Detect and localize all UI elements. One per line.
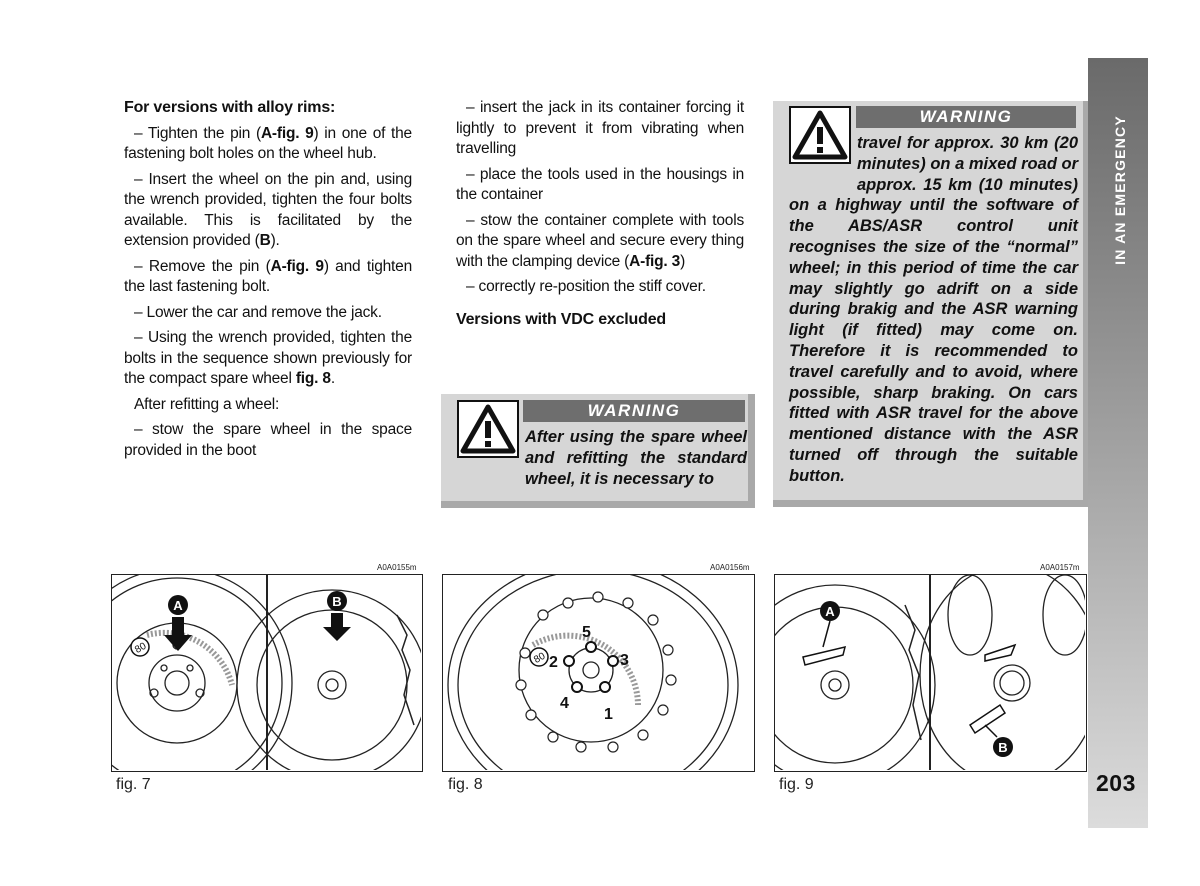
paragraph: [124, 170, 412, 252]
figure-code: A0A0155m: [377, 563, 417, 572]
text: – stow the container complete with tools on the spare wheel and secure every thing with the clamping device (: [456, 211, 744, 270]
figure-caption: fig. 7: [116, 776, 151, 793]
figure-code: A0A0156m: [710, 563, 750, 572]
wheel-illustration: [112, 575, 421, 770]
speed-label: 80: [532, 650, 548, 666]
extension-b-icon: [970, 705, 1005, 733]
section-heading-vdc: Versions with VDC excluded: [456, 310, 666, 328]
wheel-hub-illustration: [775, 575, 1085, 770]
paragraph: After refitting a wheel:: [134, 395, 280, 413]
warning-text: [789, 133, 1078, 487]
paragraph: [456, 211, 744, 273]
figure-reference: A-fig. 3: [629, 252, 681, 270]
figure-reference: A-fig. 9: [270, 257, 324, 275]
paragraph: [124, 257, 412, 298]
paragraph: – insert the jack in its container forcing it lightly to prevent it from vibrating when travelling: [456, 99, 744, 157]
warning-text: [457, 427, 747, 489]
bolt-label: 2: [549, 654, 558, 671]
figure-reference: A-fig. 9: [260, 124, 314, 142]
paragraph: – correctly re-position the stiff cover.: [466, 278, 706, 295]
text: .: [330, 370, 335, 387]
figure-reference: B: [259, 232, 271, 249]
warning-box-vdc: [441, 394, 755, 508]
chapter-title: [1105, 100, 1135, 280]
figure-caption: fig. 9: [779, 776, 814, 793]
bolt-label: 5: [582, 624, 591, 641]
page-number: 203: [1096, 770, 1136, 796]
text: ) and tighten the last fastening bolt.: [124, 257, 412, 295]
arrow-down-icon: [323, 613, 351, 641]
spare-wheel-illustration: [448, 575, 738, 770]
chapter-title-text: IN AN EMERGENCY: [1112, 115, 1128, 265]
text: – Insert the wheel on the pin and, using the wrench provided, tighten the four bolts available. This is facilitated by the extension provided (: [124, 170, 412, 249]
pin-a-icon: [803, 647, 845, 665]
callout-label: A: [825, 604, 835, 619]
text: – Remove the pin (: [134, 257, 271, 275]
warning-box-continued: [773, 101, 1090, 507]
text: ) in one of the fastening bolt holes on the wheel hub.: [124, 124, 412, 162]
callout-label: A: [173, 598, 183, 613]
paragraph: – place the tools used in the housings in the container: [456, 165, 744, 203]
bolt-label: 3: [620, 652, 629, 669]
column-middle: [456, 98, 744, 335]
warning-title: WARNING: [856, 106, 1076, 128]
text: travel for approx. 30 km (20 minutes) on a mixed road or approx. 15 km (10 minutes) on a highway until the software of the ABS/ASR control unit recognises the size of the “normal” wheel; in this period of time the car may slightly go adrift on a side during brakig and the ASR warning light (if fitted) may come on. Therefore it is recommended to travel carefully and to avoid, where possible, sharp braking. On cars fitted with ASR travel for the above mentioned distance with the ASR turned off through the suitable button.: [789, 134, 1078, 485]
figure-caption: fig. 8: [448, 776, 483, 793]
paragraph: – Lower the car and remove the jack.: [134, 303, 382, 321]
wheel-holes: [516, 592, 676, 752]
paragraph: – stow the spare wheel in the space provided in the boot: [124, 421, 412, 459]
text: – Using the wrench provided, tighten the bolts in the sequence shown previously for the compact spare wheel: [124, 329, 412, 387]
text: ): [680, 252, 686, 270]
speed-label: 80: [133, 640, 149, 656]
paragraph: [124, 124, 412, 165]
text: – Tighten the pin (: [134, 124, 261, 142]
callout-label: B: [332, 594, 342, 609]
bolt-label: 1: [604, 706, 613, 723]
bolt-label: 4: [560, 695, 569, 712]
text: After using the spare wheel and refitting the standard wheel, it is necessary to: [525, 428, 747, 488]
figure-9: [774, 574, 1087, 772]
callout-label: B: [998, 740, 1008, 755]
figure-reference: fig. 8: [295, 370, 331, 387]
figure-8: [442, 574, 755, 772]
figure-7: [111, 574, 423, 772]
text: ).: [270, 232, 280, 249]
section-heading-alloy: For versions with alloy rims:: [124, 99, 336, 116]
pin-icon: [985, 645, 1015, 661]
warning-title: WARNING: [523, 400, 745, 422]
figure-code: A0A0157m: [1040, 563, 1080, 572]
column-left: [124, 98, 412, 466]
paragraph: [124, 328, 412, 390]
